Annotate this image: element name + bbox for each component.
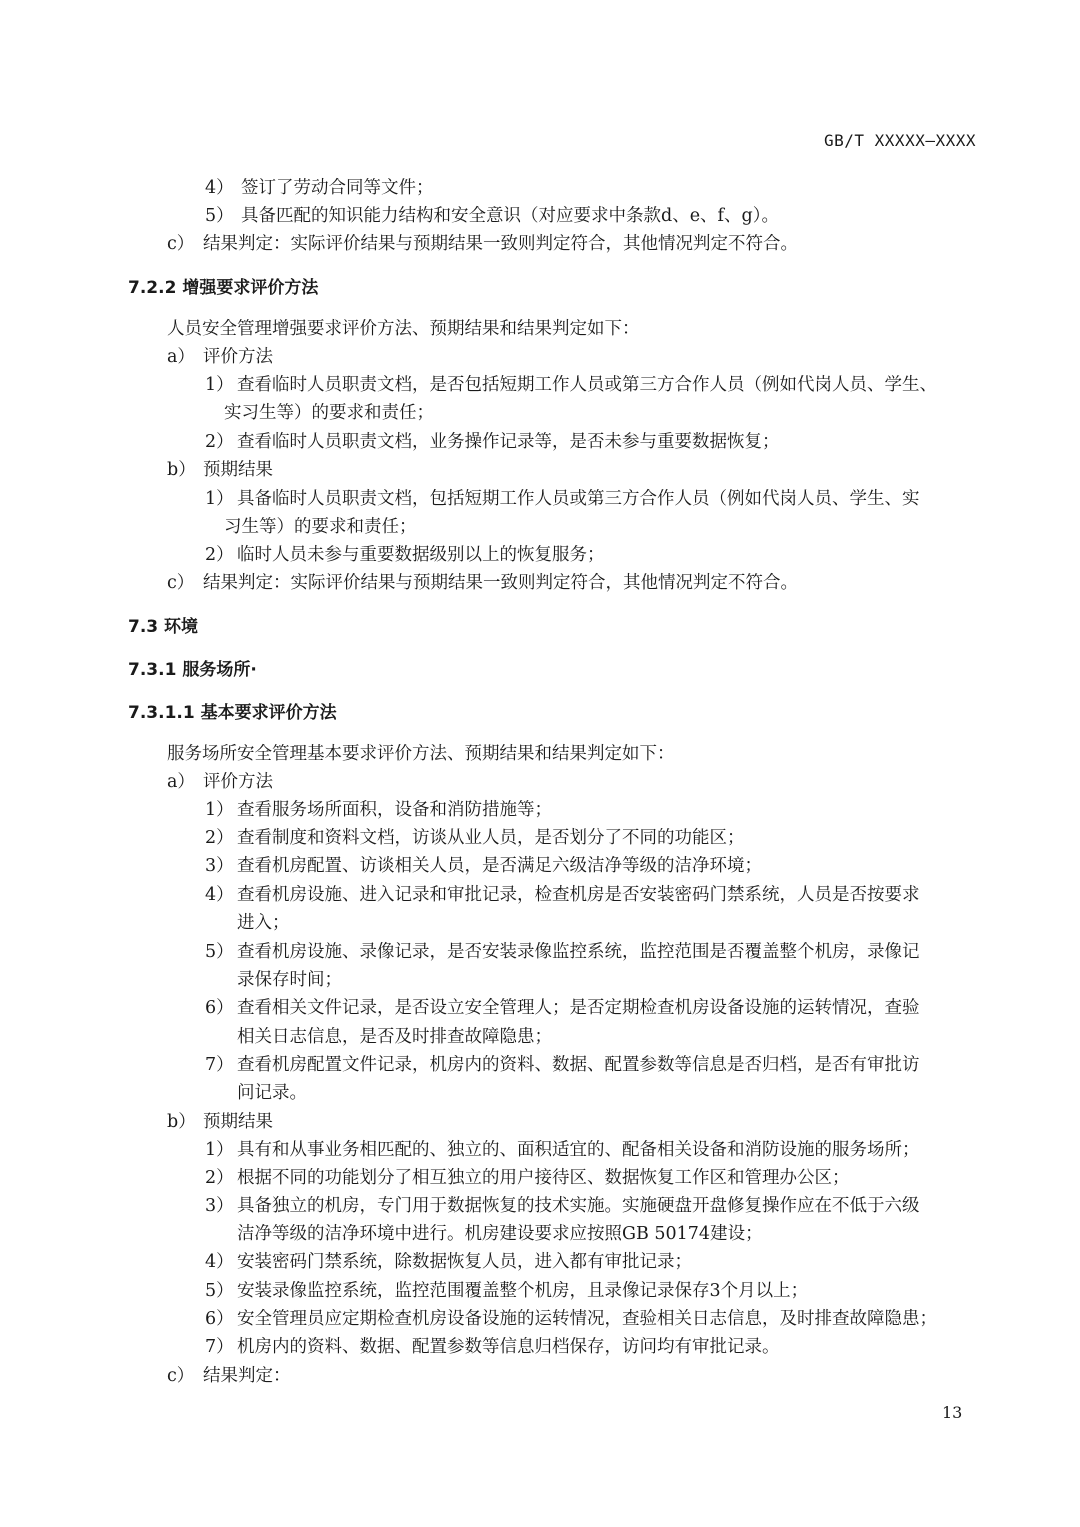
list-marker: c）: [167, 573, 195, 593]
intro-paragraph: 服务场所安全管理基本要求评价方法、预期结果和结果判定如下：: [167, 744, 675, 764]
list-text: 查看相关文件记录，是否设立安全管理人；是否定期检查机房设备设施的运转情况，查验: [237, 998, 920, 1018]
list-marker: 4）: [205, 178, 234, 198]
list-continuation: 进入；: [237, 913, 290, 933]
list-text: 安装录像监控系统，监控范围覆盖整个机房，且录像记录保存3个月以上；: [237, 1281, 809, 1301]
list-text: 查看服务场所面积，设备和消防措施等；: [237, 800, 552, 820]
list-text: 查看制度和资料文档，访谈从业人员，是否划分了不同的功能区；: [237, 828, 745, 848]
list-marker: 1）: [205, 375, 234, 395]
list-text: 具有和从事业务相匹配的、独立的、面积适宜的、配备相关设备和消防设施的服务场所；: [237, 1140, 920, 1160]
list-marker: 2）: [205, 1168, 234, 1188]
list-text: 临时人员未参与重要数据级别以上的恢复服务；: [237, 545, 605, 565]
list-marker: 7）: [205, 1337, 234, 1357]
section-heading-7-2-2: 7.2.2 增强要求评价方法: [128, 278, 319, 298]
list-item: [205, 854, 762, 878]
list-item: [205, 430, 780, 454]
list-marker: 5）: [205, 1281, 234, 1301]
list-marker: 2）: [205, 545, 234, 565]
list-item: [205, 1250, 692, 1274]
list-text: 预期结果: [203, 460, 273, 480]
list-marker: 1）: [205, 800, 234, 820]
list-item: [205, 1307, 937, 1331]
list-continuation: 问记录。: [237, 1083, 307, 1103]
list-marker: 6）: [205, 998, 234, 1018]
list-item: [205, 798, 552, 822]
list-item: [205, 1335, 780, 1359]
list-text: 评价方法: [203, 347, 273, 367]
list-marker: c）: [167, 234, 195, 254]
list-marker: b）: [167, 460, 196, 480]
list-marker: 6）: [205, 1309, 234, 1329]
list-text: 结果判定：: [203, 1366, 291, 1386]
list-marker: 5）: [205, 206, 234, 226]
list-text: 查看机房配置文件记录，机房内的资料、数据、配置参数等信息是否归档，是否有审批访: [237, 1055, 920, 1075]
list-text: 查看机房设施、进入记录和审批记录，检查机房是否安装密码门禁系统，人员是否按要求: [237, 885, 920, 905]
list-marker: a）: [167, 772, 195, 792]
list-continuation: 录保存时间；: [237, 970, 342, 990]
list-item: [205, 204, 779, 228]
list-text: 机房内的资料、数据、配置参数等信息归档保存，访问均有审批记录。: [237, 1337, 780, 1357]
list-item: [205, 826, 745, 850]
list-text: 结果判定：实际评价结果与预期结果一致则判定符合，其他情况判定不符合。: [203, 234, 798, 254]
section-heading-7-3-1-1: 7.3.1.1 基本要求评价方法: [128, 703, 337, 723]
list-text: 查看临时人员职责文档，是否包括短期工作人员或第三方合作人员（例如代岗人员、学生、: [237, 375, 937, 395]
list-item: [205, 373, 937, 397]
list-text: 查看机房设施、录像记录，是否安装录像监控系统，监控范围是否覆盖整个机房，录像记: [237, 942, 920, 962]
list-continuation: 相关日志信息，是否及时排查故障隐患；: [237, 1027, 552, 1047]
list-item: [205, 1166, 850, 1190]
list-marker: 3）: [205, 1196, 234, 1216]
list-item: [205, 883, 920, 907]
list-text: 查看临时人员职责文档，业务操作记录等，是否未参与重要数据恢复；: [237, 432, 780, 452]
list-marker: 2）: [205, 828, 234, 848]
list-text: 具备匹配的知识能力结构和安全意识（对应要求中条款d、e、f、g）。: [241, 206, 779, 226]
list-continuation: 习生等）的要求和责任；: [224, 517, 417, 537]
list-item: [205, 1138, 920, 1162]
list-item: [205, 996, 920, 1020]
list-continuation: 洁净等级的洁净环境中进行。机房建设要求应按照GB 50174建设；: [237, 1224, 763, 1244]
section-heading-7-3: 7.3 环境: [128, 617, 199, 637]
list-marker: b）: [167, 1112, 196, 1132]
list-item: [167, 1364, 291, 1388]
section-heading-7-3-1: 7.3.1 服务场所·: [128, 660, 257, 680]
list-marker: a）: [167, 347, 195, 367]
list-marker: 7）: [205, 1055, 234, 1075]
list-marker: 4）: [205, 1252, 234, 1272]
list-item: [167, 345, 273, 369]
list-item: [205, 1279, 808, 1303]
list-marker: 5）: [205, 942, 234, 962]
list-text: 具备临时人员职责文档，包括短期工作人员或第三方合作人员（例如代岗人员、学生、实: [237, 489, 920, 509]
list-item: [205, 940, 920, 964]
list-text: 签订了劳动合同等文件；: [241, 178, 434, 198]
list-marker: 2）: [205, 432, 234, 452]
list-marker: 4）: [205, 885, 234, 905]
list-item: [205, 1194, 920, 1218]
list-item: [205, 543, 605, 567]
list-item: [205, 1053, 920, 1077]
list-item: [205, 487, 920, 511]
intro-paragraph: 人员安全管理增强要求评价方法、预期结果和结果判定如下：: [167, 319, 640, 339]
page-number: 13: [942, 1403, 963, 1422]
list-text: 根据不同的功能划分了相互独立的用户接待区、数据恢复工作区和管理办公区；: [237, 1168, 850, 1188]
list-text: 结果判定：实际评价结果与预期结果一致则判定符合，其他情况判定不符合。: [203, 573, 798, 593]
list-text: 安装密码门禁系统，除数据恢复人员，进入都有审批记录；: [237, 1252, 692, 1272]
list-text: 安全管理员应定期检查机房设备设施的运转情况，查验相关日志信息，及时排查故障隐患；: [237, 1309, 937, 1329]
list-text: 预期结果: [203, 1112, 273, 1132]
list-text: 具备独立的机房，专门用于数据恢复的技术实施。实施硬盘开盘修复操作应在不低于六级: [237, 1196, 920, 1216]
list-continuation: 实习生等）的要求和责任；: [224, 403, 434, 423]
list-text: 查看机房配置、访谈相关人员，是否满足六级洁净等级的洁净环境；: [237, 856, 762, 876]
list-item: [167, 1110, 273, 1134]
list-item: [167, 571, 798, 595]
list-marker: 1）: [205, 1140, 234, 1160]
list-marker: c）: [167, 1366, 195, 1386]
list-item: [167, 458, 273, 482]
standard-number-header: GB/T XXXXX—XXXX: [824, 131, 976, 150]
list-text: 评价方法: [203, 772, 273, 792]
list-item: [167, 232, 798, 256]
list-item: [205, 176, 434, 200]
list-item: [167, 770, 273, 794]
list-marker: 1）: [205, 489, 234, 509]
list-marker: 3）: [205, 856, 234, 876]
